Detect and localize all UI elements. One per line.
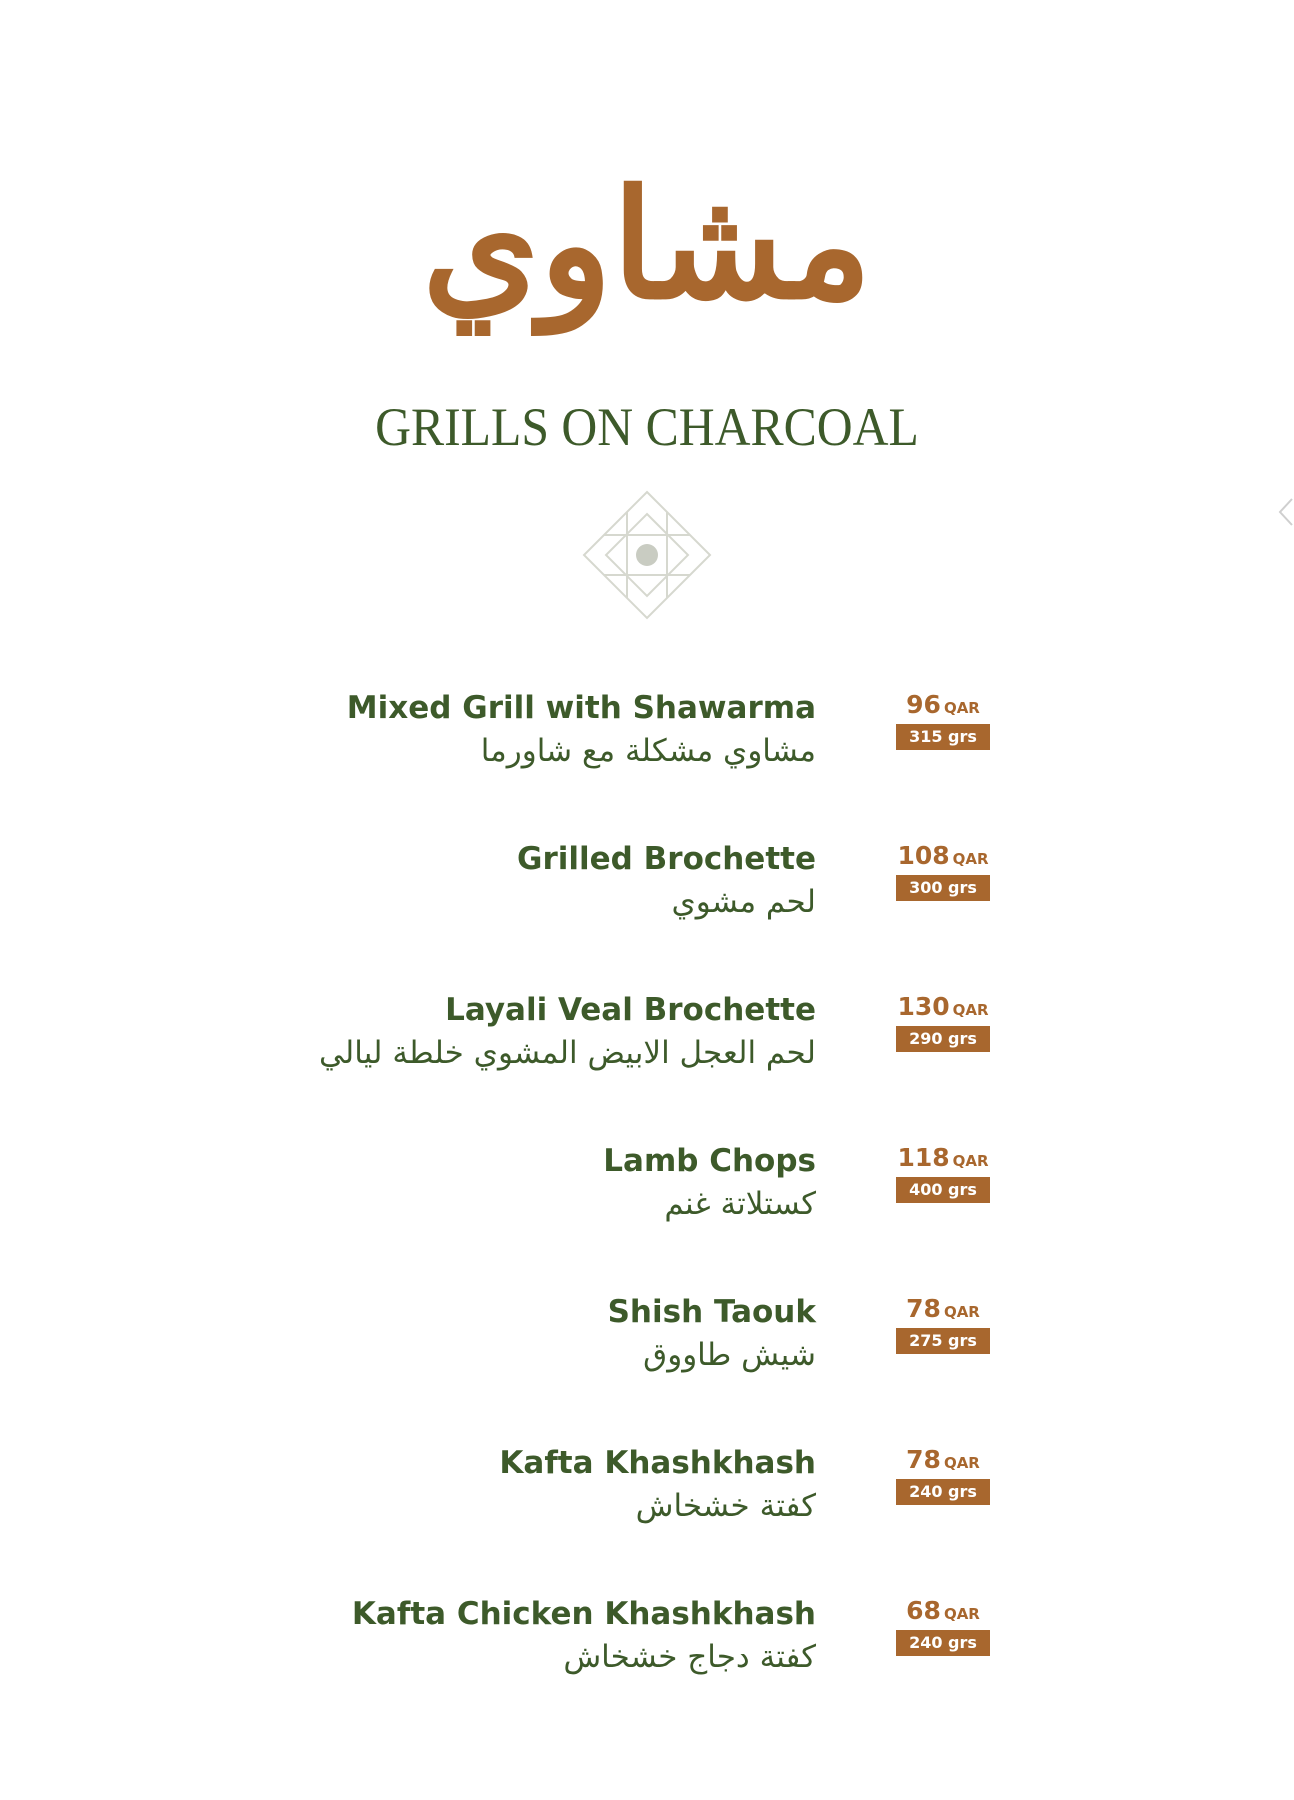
price-value: 68: [906, 1596, 941, 1625]
item-arabic-name: كستلاتة غنم: [664, 1186, 816, 1222]
page-title-english: GRILLS ON CHARCOAL: [375, 397, 919, 457]
weight-badge: 400 grs: [896, 1177, 990, 1203]
menu-item: [0, 1443, 1294, 1553]
menu-item: [0, 1594, 1294, 1704]
item-name: Kafta Chicken Khashkhash: [351, 1596, 816, 1632]
weight-badge: 240 grs: [896, 1630, 990, 1656]
price-value: 118: [897, 1143, 950, 1172]
item-price: [896, 841, 990, 870]
menu-item: [0, 688, 1294, 798]
weight-badge: 300 grs: [896, 875, 990, 901]
item-price: [896, 1294, 990, 1323]
price-currency: QAR: [943, 1303, 980, 1321]
item-arabic-name: كفتة دجاج خشخاش: [563, 1639, 816, 1675]
item-name: Grilled Brochette: [517, 841, 816, 877]
page-title-arabic: مشاوي: [422, 157, 872, 333]
item-arabic-name: شيش طاووق: [643, 1337, 816, 1373]
item-price: [896, 1596, 990, 1625]
price-currency: QAR: [952, 1001, 989, 1019]
item-name: Shish Taouk: [607, 1294, 816, 1330]
price-value: 130: [897, 992, 950, 1021]
price-currency: QAR: [943, 699, 980, 717]
item-arabic-name: لحم العجل الابيض المشوي خلطة ليالي: [318, 1035, 816, 1071]
item-price: [896, 992, 990, 1021]
weight-badge: 275 grs: [896, 1328, 990, 1354]
item-price: [896, 1143, 990, 1172]
weight-badge: 290 grs: [896, 1026, 990, 1052]
item-price: [896, 1445, 990, 1474]
diamond-ornament-icon: [582, 490, 712, 620]
item-name: Lamb Chops: [603, 1143, 816, 1179]
item-name: Mixed Grill with Shawarma: [346, 690, 816, 726]
chevron-left-icon[interactable]: [1278, 497, 1294, 527]
item-name: Layali Veal Brochette: [445, 992, 816, 1028]
price-value: 78: [906, 1294, 941, 1323]
price-currency: QAR: [943, 1454, 980, 1472]
item-arabic-name: كفتة خشخاش: [635, 1488, 816, 1524]
price-currency: QAR: [952, 1152, 989, 1170]
price-currency: QAR: [952, 850, 989, 868]
menu-item: [0, 990, 1294, 1100]
item-arabic-name: مشاوي مشكلة مع شاورما: [480, 733, 816, 769]
price-value: 108: [897, 841, 950, 870]
menu-item: [0, 1141, 1294, 1251]
item-price: [896, 690, 990, 719]
price-value: 96: [906, 690, 941, 719]
item-arabic-name: لحم مشوي: [671, 884, 816, 920]
weight-badge: 315 grs: [896, 724, 990, 750]
menu-item: [0, 1292, 1294, 1402]
item-name: Kafta Khashkhash: [499, 1445, 816, 1481]
price-value: 78: [906, 1445, 941, 1474]
menu-item: [0, 839, 1294, 949]
weight-badge: 240 grs: [896, 1479, 990, 1505]
price-currency: QAR: [943, 1605, 980, 1623]
